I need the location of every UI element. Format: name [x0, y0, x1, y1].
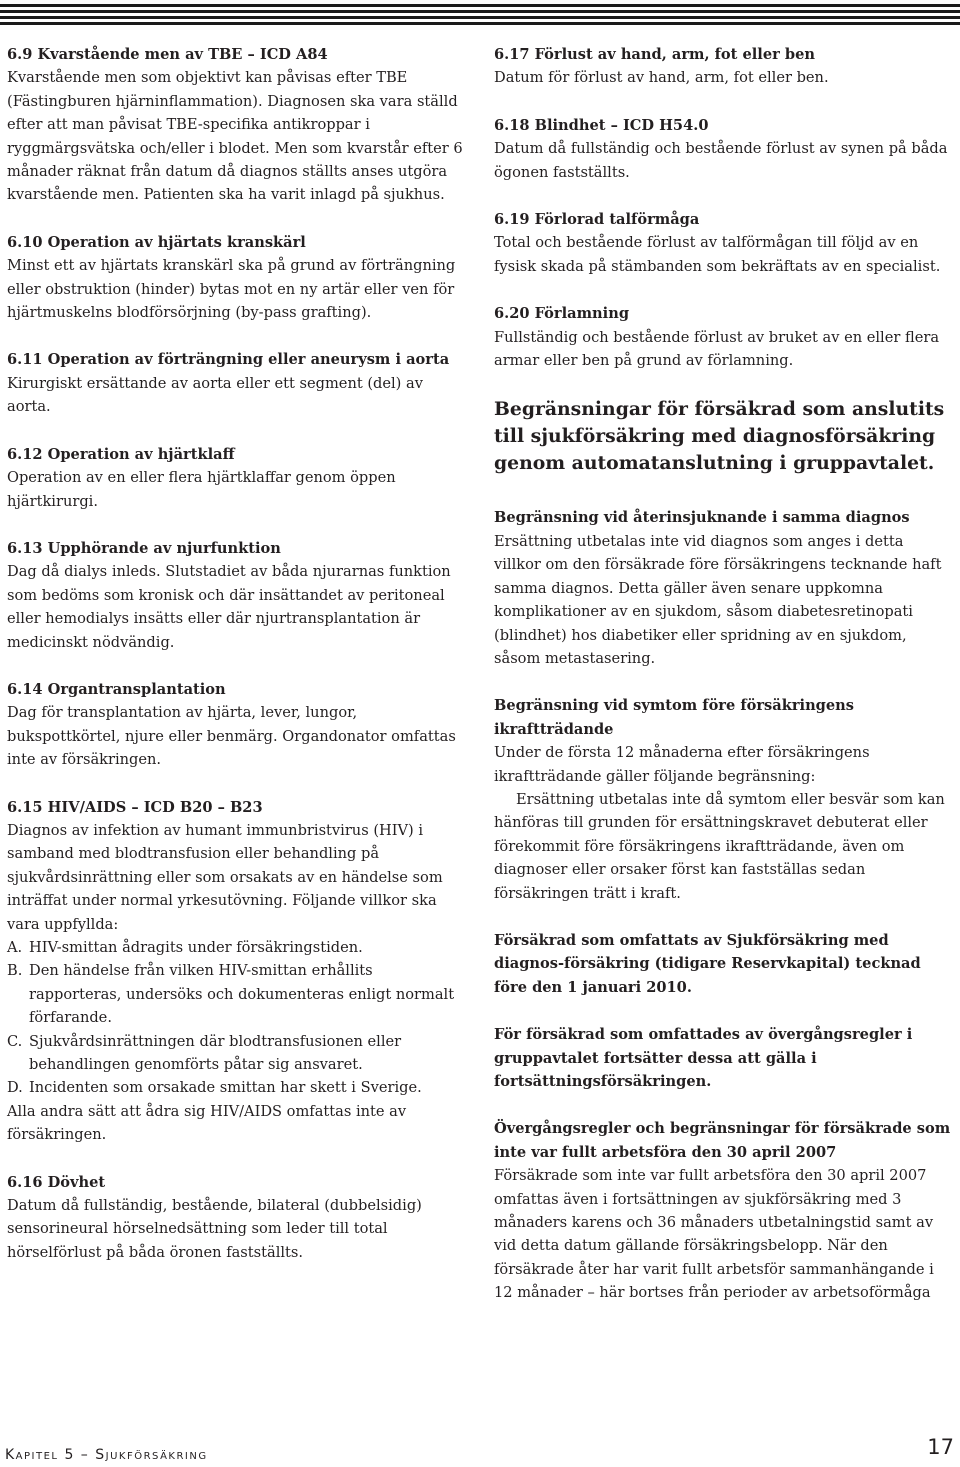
- header-rule: [0, 22, 960, 25]
- section-body: Ersättning utbetalas inte vid diagnos som anges i detta villkor om den försäkrade före försäkringens tecknande haft samma diagnos. Detta gäller även senare uppkomna komplikationer av en sjukdom, såsom diabetesretinopati (blindhet) hos diabetiker eller spridning av en sjukdom, såsom metastasering.: [494, 532, 942, 667]
- section-body: Fullständig och bestående förlust av bruket av en eller flera armar eller ben på grund av förlamning.: [494, 328, 940, 370]
- section-body: Datum för förlust av hand, arm, fot eller ben.: [494, 69, 829, 87]
- section-heading: 6.16 Dövhet: [7, 1173, 106, 1191]
- section-6-16: [7, 1171, 467, 1265]
- list-item-text: Incidenten som orsakade smittan har skett i Sverige.: [29, 1079, 422, 1097]
- section-heading: Försäkrad som omfattats av Sjukförsäkring med diagnos-försäkring (tidigare Reservkapital) tecknad före den 1 januari 2010.: [494, 931, 921, 996]
- section-body: Minst ett av hjärtats kranskärl ska på grund av förträngning eller obstruktion (hinder) bytas mot en ny artär eller ven för hjärtmuskelns blodförsörjning (by-pass grafting).: [7, 257, 456, 322]
- section-body: Kirurgiskt ersättande av aorta eller ett segment (del) av aorta.: [7, 374, 423, 416]
- section-heading: 6.15 HIV/AIDS – ICD B20 – B23: [7, 798, 263, 816]
- transition-rules-note: [494, 1023, 954, 1093]
- section-heading: 6.9 Kvarstående men av TBE – ICD A84: [7, 46, 328, 63]
- transition-rules-2007: [494, 1117, 954, 1304]
- list-item: [7, 936, 467, 959]
- header-rule: [0, 4, 960, 7]
- list-item-text: Den händelse från vilken HIV-smittan erhållits rapporteras, undersöks och dokumenteras enligt normalt förfarande.: [29, 962, 455, 1027]
- left-column: [7, 43, 467, 1288]
- list-item: [7, 1076, 467, 1099]
- section-body: Under de första 12 månaderna efter försäkringens ikraftträdande gäller följande begränsning:: [494, 744, 870, 785]
- section-heading: Övergångsregler och begränsningar för försäkrade som inte var fullt arbetsföra den 30 april 2007: [494, 1120, 951, 1161]
- section-heading: 6.12 Operation av hjärtklaff: [7, 445, 235, 463]
- section-heading: Begränsning vid återinsjuknande i samma diagnos: [494, 509, 910, 527]
- list-marker: B.: [7, 962, 23, 980]
- section-body: Operation av en eller flera hjärtklaffar genom öppen hjärtkirurgi.: [7, 469, 396, 510]
- section-6-14: [7, 678, 467, 772]
- section-body: Kvarstående men som objektivt kan påvisas efter TBE (Fästingburen hjärninflammation). Diagnosen ska vara ställd efter att man påvisat TBE-specifika antikroppar i ryggmärgsvätska och/eller i blodet. Men som kvarstår efter 6 månader räknat från datum då diagnos ställts anses utgöra kvarstående men. Patienten ska ha varit inlagd på sjukhus.: [7, 69, 463, 204]
- section-6-19: [494, 208, 954, 278]
- section-body: Diagnos av infektion av humant immunbristvirus (HIV) i samband med blodtransfusion eller behandling på sjukvårdsinrättning eller som orsakats av en händelse som inträffat under normal yrkesutövning. Följande villkor ska vara uppfyllda:: [7, 821, 443, 933]
- section-body-indented: Ersättning utbetalas inte då symtom eller besvär som kan hänföras till grunden för ersättningskravet debuterat eller förekommit före försäkringens ikraftträdande, även om diagnoser eller orsaker först kan fastställas sedan försäkringen trätt i kraft.: [494, 790, 945, 902]
- section-heading: För försäkrad som omfattades av övergångsregler i gruppavtalet fortsätter dessa att gälla i fortsättningsförsäkringen.: [494, 1026, 913, 1090]
- section-heading: 6.13 Upphörande av njurfunktion: [7, 539, 281, 557]
- section-6-20: [494, 302, 954, 372]
- page-number: 17: [927, 1435, 954, 1459]
- section-heading: Begränsning vid symtom före försäkringens ikraftträdande: [494, 697, 854, 738]
- section-body: Datum då fullständig och bestående förlust av synen på båda ögonen fastställts.: [494, 140, 948, 181]
- header-rule: [0, 10, 960, 13]
- header-rule: [0, 16, 960, 19]
- section-body: Försäkrade som inte var fullt arbetsföra den 30 april 2007 omfattas även i fortsättningen av sjukförsäkring med 3 månaders karens och 36 månaders utbetalningstid samt av vid detta datum gällande försäkringsbelopp. När den försäkrade åter har varit fullt arbetsför sammanhängande i 12 månader – här bortses från perioder av arbetsoförmåga: [494, 1167, 934, 1302]
- section-closing: Alla andra sätt att ådra sig HIV/AIDS omfattas inte av försäkringen.: [7, 1102, 407, 1144]
- section-heading: 6.14 Organtransplantation: [7, 680, 226, 698]
- chapter-label: Kapitel 5 – Sjukförsäkring: [5, 1447, 208, 1463]
- section-heading: 6.20 Förlamning: [494, 305, 630, 323]
- list-item: [7, 959, 467, 1029]
- section-6-18: [494, 114, 954, 184]
- section-6-12: [7, 443, 467, 513]
- section-heading: 6.18 Blindhet – ICD H54.0: [494, 116, 709, 134]
- section-heading: 6.11 Operation av förträngning eller aneurysm i aorta: [7, 351, 450, 369]
- section-heading: 6.19 Förlorad talförmåga: [494, 211, 700, 229]
- right-column: [494, 43, 954, 1329]
- list-marker: C.: [7, 1032, 23, 1050]
- list-marker: A.: [7, 939, 23, 956]
- section-6-17: [494, 43, 954, 90]
- limitations-heading: Begränsningar för försäkrad som anslutits till sjukförsäkring med diagnosförsäkring genom automatanslutning i gruppavtalet.: [494, 398, 945, 475]
- section-6-11: [7, 348, 467, 418]
- section-body: Datum då fullständig, bestående, bilateral (dubbelsidig) sensorineural hörselnedsättning som leder till total hörselförlust på båda öronen fastställts.: [7, 1197, 422, 1261]
- limitation-symptoms: [494, 694, 954, 905]
- limitation-reillness: [494, 506, 954, 670]
- section-6-10: [7, 231, 467, 325]
- section-body: Dag då dialys inleds. Slutstadiet av båda njurarnas funktion som bedöms som kronisk och där insättandet av peritoneal eller hemodialys insätts eller där njurtransplantation är medicinskt nödvändig.: [7, 563, 451, 651]
- section-heading: 6.17 Förlust av hand, arm, fot eller ben: [494, 46, 815, 63]
- reservkapital-note: [494, 929, 954, 999]
- list-item-text: Sjukvårdsinrättningen där blodtransfusionen eller behandlingen genomförts påtar sig ansvaret.: [29, 1032, 402, 1074]
- section-6-9: [7, 43, 467, 207]
- section-body: Dag för transplantation av hjärta, lever, lungor, bukspottkörtel, njure eller benmärg. Organdonator omfattas inte av försäkringen.: [7, 704, 456, 769]
- list-marker: D.: [7, 1079, 23, 1097]
- section-6-13: [7, 537, 467, 654]
- section-body: Total och bestående förlust av talförmågan till följd av en fysisk skada på stämbanden som bekräftats av en specialist.: [494, 234, 941, 275]
- section-6-15: [7, 796, 467, 1147]
- list-item: [7, 1030, 467, 1077]
- section-heading: 6.10 Operation av hjärtats kranskärl: [7, 233, 306, 251]
- list-item-text: HIV-smittan ådragits under försäkringstiden.: [29, 939, 363, 956]
